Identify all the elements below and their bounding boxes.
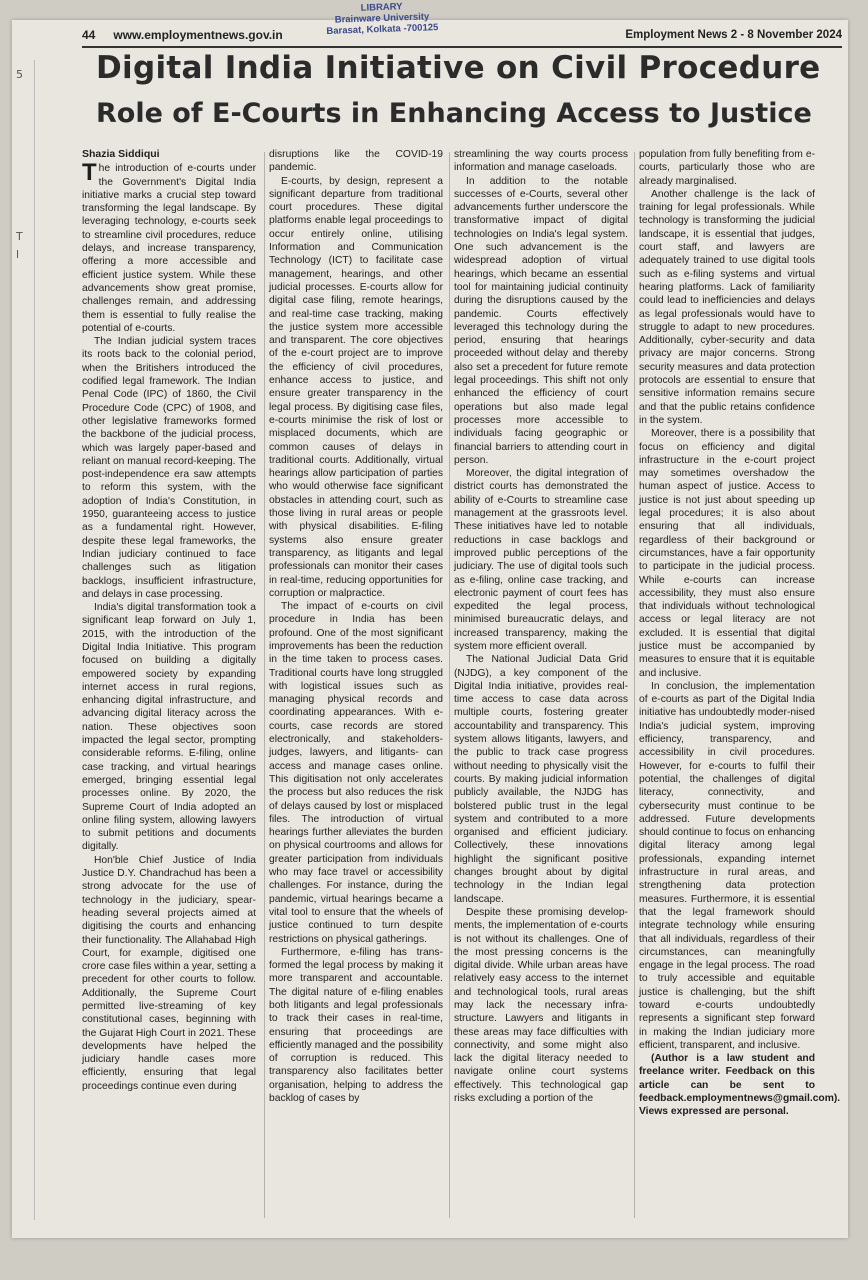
paragraph: Moreover, the digital integration of district courts has demonstrated the ability of e-Courts to streamline case management at the grassroots level. These initiatives have led to notable reductions in case backlogs and improved public perceptions of the judiciary. The use of digital tools such as e-filing, online case tracking, and electronic payment of court fees has expedited the legal process, minimised bureaucratic delays, and increased transparency, making the system more efficient overall.	[454, 468, 628, 652]
author-byline: Shazia Siddiqui	[82, 148, 160, 160]
paragraph: The National Judicial Data Grid (NJDG), a key component of the Digital India initiative, provides real-time access to case data across multiple courts, fostering greater accountability and transparency. This system allows litigants, lawyers, and the public to track case progress without needing to physically visit the courts. By making judicial information publicly available, the NJDG has bolstered public trust in the legal system and contributed to a more organised and efficient judiciary. Collectively, these innovations highlight the significant positive changes brought about by digital technology in the Indian legal landscape.	[454, 654, 628, 905]
paragraph: The Indian judicial system traces its roots back to the colonial period, when the Britishers introduced the codified legal framework. The Indian Penal Code (IPC) of 1860, the Civil Procedure Code (CPC) of 1908, and other legislative frameworks formed the backbone of the judicial process, which was largely paper-based and reliant on manual record-keeping. The post-independence era saw attempts to reform this system, with the adoption of India's Constitution, in 1950, guaranteeing access to justice as a fundamental right. However, despite these legal frameworks, the Indian judiciary continued to face challenges such as litigation backlogs, insufficient infrastructure, and delays in case processing.	[82, 336, 256, 600]
edition-date: Employment News 2 - 8 November 2024	[625, 29, 842, 41]
paragraph: Furthermore, e-filing has trans-formed the legal process by making it more transparent and accountable. The digital nature of e-filing enables both litigants and legal professionals to track their cases in real-time, ensuring that proceedings are efficiently managed and the possibility of corruption is reduced. This transparency also facilitates better organisation, helping to address the backlog of cases by	[269, 946, 443, 1105]
article-column-2	[269, 148, 443, 1223]
column-divider	[634, 152, 635, 1218]
paragraph: streamlining the way courts process information and manage caseloads.	[454, 149, 628, 174]
margin-mark: 5	[16, 68, 23, 81]
paragraph: Hon'ble Chief Justice of India Justice D.Y. Chandrachud has been a strong advocate for the use of technology in the judiciary, spear-heading several projects aimed at digitising the courts and enhancing their functionality. The Allahabad High Court, for example, digitised one crore case files within a year, setting a precedent for other courts to follow. Additionally, the Supreme Court permitted live-streaming of key constitutional cases, beginning with the Gujarat High Court in 2021. These developments have helped the judiciary handle cases more efficiently, ensuring that legal proceedings continue even during	[82, 854, 256, 1092]
article-column-1	[82, 148, 256, 1223]
paragraph	[82, 159, 256, 335]
newspaper-page	[12, 1, 848, 1238]
paragraph: E-courts, by design, represent a significant departure from traditional court procedures. These digital platforms enable legal proceedings to occur entirely online, utilising Information and Communication Technology (ICT) to facilitate case management, hearings, and other judicial processes. E-courts allow for digital case filing, remote hearings, and real-time case tracking, making the justice system more accessible and transparent. The core objectives of the e-court project are to improve the efficiency of civil procedures, enhance access to justice, and ensure greater transparency in the legal process. By digitising case files, e-courts minimise the risk of lost or misplaced documents, which are common causes of delays in traditional courts. Additionally, virtual hearings allow participation of parties who would otherwise face significant obstacles in attending court, such as those living in rural areas or people with physical disabilities. E-filing systems also ensure greater transparency, as litigants and legal professionals can monitor their cases in real-time, reducing opportunities for corruption or malpractice.	[269, 175, 443, 599]
paragraph-text: he introduction of e-courts under the Government's Digital India initiative marks a crucial step toward transforming the legal landscape. By leveraging technology, e-courts seek to streamline civil procedures, reduce delays, and increase transparency, offering a more accessible and efficient justice system. While these advancements show great promise, challenges remain, and addressing them is essential to fully realise the potential of e-courts.	[82, 163, 256, 334]
paragraph: In addition to the notable successes of e-Courts, several other advancements further underscore the transformative impact of digital technologies on India's legal system. One such advancement is the widespread adoption of virtual hearings, which became an essential tool for maintaining judicial continuity during the disruptions caused by the pandemic. Courts effectively leveraged this technology during the period, ensuring that hearings proceeded without delay and thereby also set a precedent for future remote legal proceedings. This shift not only enhanced the efficiency of court operations but also made legal processes more accessible to individuals facing geographic or financial barriers to attending court in person.	[454, 175, 628, 466]
paragraph: disruptions like the COVID-19 pandemic.	[269, 149, 443, 174]
drop-cap: T	[82, 159, 97, 187]
article-column-4	[639, 148, 841, 1223]
paragraph: In conclusion, the implementation of e-courts as part of the Digital India initiative has undoubtedly moder-nised India's judicial system, improving efficiency, transparency, and accessibility in civil procedures. However, for e-courts to fulfil their potential, the challenges of digital literacy, connectivity, and cybersecurity must continue to be addressed. Future developments should continue to focus on enhancing digital literacy among legal professionals, expanding internet infrastructure in rural areas, and strengthening data protection measures. Furthermore, it is essential that the legal framework should integrate technology while ensuring that all individuals, regardless of their circumstances, can meaningfully engage in the legal process. The road to truly accessible and equitable justice is challenging, but the shift toward e-courts undoubtedly represents a significant step forward in making the Indian judiciary more efficient, transparent, and inclusive.	[639, 680, 815, 1051]
margin-mark: T	[16, 230, 23, 243]
column-divider	[264, 152, 265, 1218]
stamp-line: LIBRARY	[360, 1, 403, 14]
article-column-3	[454, 148, 628, 1223]
stamp-line: Brainware University	[334, 11, 430, 26]
binding-margin	[12, 60, 35, 1220]
paragraph: Despite these promising develop-ments, the implementation of e-courts is not without its challenges. One of the most pressing concerns is the digital divide. While urban areas have relatively easy access to the internet and technological tools, rural areas may lack the necessary infra-structure. Lawyers and litigants in these areas may face difficulties with connectivity, and some might also lack the digital literacy needed to navigate online court systems effectively. This technological gap risks excluding a portion of the	[454, 906, 628, 1105]
header-rule	[82, 46, 842, 48]
stamp-line: Barasat, Kolkata -700125	[326, 22, 439, 37]
paragraph: India's digital transformation took a significant leap forward on July 1, 2015, with the introduction of the Digital India Initiative. This program focused on building a digitally empowered society by expanding internet access in rural regions, enhancing digital infrastructure, and advancing digital literacy across the nation. These objectives soon impacted the legal sector, prompting considerable reforms. E-filing, online case tracking, and virtual hearings emerged, bringing essential legal processes online. By 2020, the Supreme Court of India adopted an online filing system, allowing lawyers to submit petitions and documents digitally.	[82, 602, 256, 853]
page-number: 44	[82, 28, 96, 42]
page-header	[82, 24, 842, 46]
paragraph: The impact of e-courts on civil procedure in India has been profound. One of the most significant improvements has been the reduction in the time taken to process cases. Traditional courts have long struggled with logistical issues such as managing physical records and coordinating appearances. With e-courts, case records are stored electronically, and stakeholders- judges, lawyers, and litigants- can access and manage cases online. This digitisation not only accelerates the process but also reduces the risk of delays caused by lost or misplaced files. The introduction of virtual hearings further alleviates the burden on physical courtrooms and allows for greater participation from individuals who may face travel or accessibility challenges. For instance, during the pandemic, virtual hearings became a vital tool to ensure that the wheels of justice continued to turn despite restrictions on physical gatherings.	[269, 601, 443, 945]
column-divider	[449, 152, 450, 1218]
margin-mark: l	[16, 248, 20, 261]
author-bio: (Author is a law student and freelance writer. Feedback on this article can be sent to feedback.employmentnews@gmail.com). Views expressed are personal.	[639, 1053, 841, 1118]
article-subtitle: Role of E-Courts in Enhancing Access to Justice	[96, 98, 812, 129]
paragraph: Moreover, there is a possibility that focus on efficiency and digital infrastructure in the e-court project may sometimes overshadow the human aspect of justice. Access to justice is not just about speeding up legal procedures; it is also about ensuring that all individuals, regardless of their background or circumstances, have a fair opportunity to participate in the judicial process. While e-courts can increase accessibility, they must also ensure that individuals without technological access or legal literacy are not excluded. It is essential that digital justice must be accompanied by measures to ensure that it is equitable and inclusive.	[639, 428, 815, 679]
paragraph: Another challenge is the lack of training for legal professionals. While technology is transforming the judicial landscape, it is essential that judges, court staff, and lawyers are adequately trained to use digital tools such as e-filing systems and virtual hearing platforms. Lack of familiarity could lead to inefficiencies and delays as legal professionals would have to struggle to adapt to new procedures. Additionally, cyber-security and data privacy are major concerns. Strong security measures and data protection protocols are essential to ensure that sensitive information remains secure and that the public retains confidence in the system.	[639, 188, 815, 426]
website-url: www.employmentnews.gov.in	[113, 28, 283, 42]
article-title: Digital India Initiative on Civil Procedure	[96, 50, 821, 86]
paragraph: population from fully benefiting from e-courts, particularly those who are already marginalised.	[639, 149, 815, 187]
